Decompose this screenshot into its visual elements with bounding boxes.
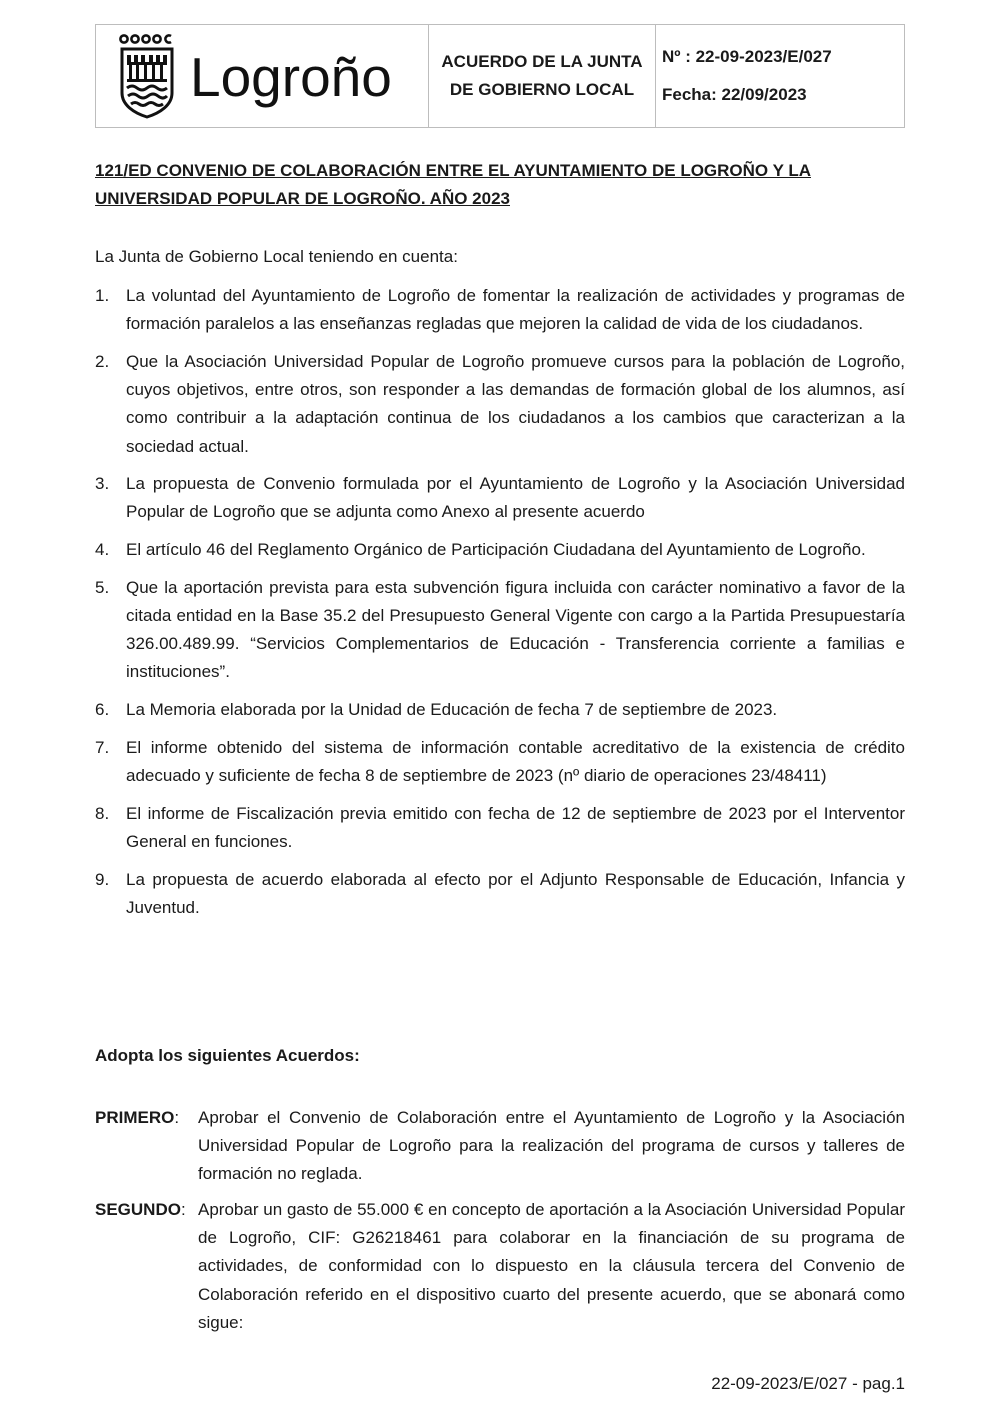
item-text: Que la Asociación Universidad Popular de Logroño promueve cursos para la población de Logroño, cuyos objetivos, entre otros, son responder a las demandas de formación global de los alumnos, así como contribuir a la adaptación continua de los ciudadanos a los cambios que caracterizan a la sociedad actual. [126,351,905,456]
header-title: ACUERDO DE LA JUNTA DE GOBIERNO LOCAL [429,25,656,127]
document-title: 121/ED CONVENIO DE COLABORACIÓN ENTRE EL AYUNTAMIENTO DE LOGROÑO Y LA UNIVERSIDAD POPULAR DE LOGROÑO. AÑO 2023 [95,161,811,208]
intro-text: La Junta de Gobierno Local teniendo en cuenta: [95,247,458,266]
item-text: El artículo 46 del Reglamento Orgánico de Participación Ciudadana del Ayuntamiento de Logroño. [126,540,866,560]
item-number: 7. [95,737,110,757]
list-item [95,574,905,687]
item-number: 8. [95,803,110,823]
agreement-number: Nº : 22-09-2023/E/027 [662,47,832,66]
item-text: La propuesta de acuerdo elaborada al efecto por el Adjunto Responsable de Educación, Infancia y Juventud. [126,869,905,917]
item-number: 1. [95,286,110,305]
list-item [95,348,905,461]
item-number: 4. [95,540,110,560]
item-text: La Memoria elaborada por la Unidad de Educación de fecha 7 de septiembre de 2023. [126,700,778,720]
resolution-heading: Adopta los siguientes Acuerdos: [95,1046,360,1065]
item-number: 3. [95,474,110,494]
item-text: El informe de Fiscalización previa emitido con fecha de 12 de septiembre de 2023 por el Interventor General en funciones. [126,803,905,851]
item-number: 5. [95,577,110,597]
considerations-list [95,282,905,932]
agreement-label: PRIMERO: [95,1108,180,1127]
list-item [95,800,905,856]
list-item [95,470,905,526]
logo-wordmark: Logroño [190,45,392,108]
coat-of-arms-icon [118,33,176,119]
agreement-segundo [95,1196,905,1337]
page-footer: 22-09-2023/E/027 - pag.1 [711,1374,905,1393]
agreement-text: Aprobar un gasto de 55.000 € en concepto de aportación a la Asociación Universidad Popular de Logroño, CIF: G26218461 para colaborar en la financiación de su programa de actividades, de conformidad con lo dispuesto en la cláusula tercera del Convenio de Colaboración referido en el dispositivo cuarto del presente acuerdo, que se abonará como sigue: [198,1200,905,1332]
list-item [95,696,905,724]
item-text: El informe obtenido del sistema de información contable acreditativo de la existencia de crédito adecuado y suficiente de fecha 8 de septiembre de 2023 (nº diario de operaciones 23/48411) [126,737,905,786]
agreement-date: Fecha: 22/09/2023 [662,85,807,104]
item-number: 2. [95,351,110,371]
item-number: 6. [95,700,110,720]
list-item [95,866,905,922]
logo-cell [96,25,429,127]
agreement-primero [95,1104,905,1189]
list-item [95,536,905,564]
list-item [95,734,905,790]
item-text: La propuesta de Convenio formulada por el Ayuntamiento de Logroño y la Asociación Universidad Popular de Logroño que se adjunta como Anexo al presente acuerdo [126,474,905,522]
agreement-text: Aprobar el Convenio de Colaboración entre el Ayuntamiento de Logroño y la Asociación Universidad Popular de Logroño para la realización del programa de cursos y talleres de formación no reglada. [198,1108,905,1184]
item-number: 9. [95,869,110,889]
document-header [95,24,905,128]
item-text: La voluntad del Ayuntamiento de Logroño de fomentar la realización de actividades y programas de formación paralelos a las enseñanzas regladas que mejoren la calidad de vida de los ciudadanos. [126,286,905,334]
item-text: Que la aportación prevista para esta subvención figura incluida con carácter nominativo a favor de la citada entidad en la Base 35.2 del Presupuesto General Vigente con cargo a la Partida Presupuestaría 326.00.489.99. “Servicios Complementarios de Educación - Transferencia corriente a familias e instituciones”. [126,577,905,682]
header-meta [656,25,904,127]
agreement-label: SEGUNDO: [95,1200,186,1219]
list-item [95,282,905,338]
